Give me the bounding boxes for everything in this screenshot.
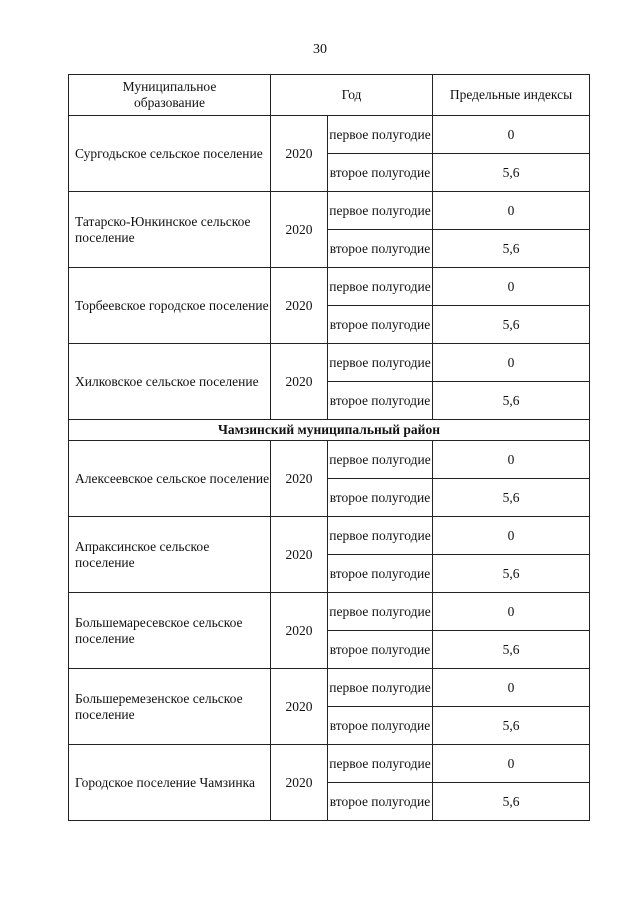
index-value-first: 0 — [433, 344, 590, 382]
year-cell: 2020 — [271, 441, 328, 517]
header-year: Год — [271, 75, 433, 116]
header-municipality: Муниципальное образование — [69, 75, 271, 116]
table-body — [69, 75, 590, 821]
index-value-second: 5,6 — [433, 631, 590, 669]
index-value-first: 0 — [433, 669, 590, 707]
period-first: первое полугодие — [328, 192, 433, 230]
index-value-first: 0 — [433, 116, 590, 154]
year-cell: 2020 — [271, 116, 328, 192]
period-first: первое полугодие — [328, 745, 433, 783]
municipality-name: Хилковское сельское поселение — [69, 344, 271, 420]
table-row — [69, 593, 590, 631]
index-value-second: 5,6 — [433, 382, 590, 420]
municipality-name: Татарско-Юнкинское сельское поселение — [69, 192, 271, 268]
index-value-second: 5,6 — [433, 555, 590, 593]
period-second: второе полугодие — [328, 154, 433, 192]
table-row — [69, 192, 590, 230]
index-value-second: 5,6 — [433, 479, 590, 517]
period-first: первое полугодие — [328, 116, 433, 154]
table-header-row — [69, 75, 590, 116]
table-row — [69, 441, 590, 479]
table-row — [69, 669, 590, 707]
period-second: второе полугодие — [328, 631, 433, 669]
year-cell: 2020 — [271, 192, 328, 268]
index-value-first: 0 — [433, 745, 590, 783]
year-cell: 2020 — [271, 517, 328, 593]
table-row — [69, 745, 590, 783]
table-row — [69, 344, 590, 382]
period-first: первое полугодие — [328, 268, 433, 306]
period-second: второе полугодие — [328, 783, 433, 821]
period-first: первое полугодие — [328, 441, 433, 479]
year-cell: 2020 — [271, 745, 328, 821]
index-value-second: 5,6 — [433, 154, 590, 192]
index-value-first: 0 — [433, 593, 590, 631]
period-first: первое полугодие — [328, 593, 433, 631]
municipality-name: Городское поселение Чамзинка — [69, 745, 271, 821]
year-cell: 2020 — [271, 268, 328, 344]
period-first: первое полугодие — [328, 517, 433, 555]
year-cell: 2020 — [271, 344, 328, 420]
municipality-name: Большеремезенское сельское поселение — [69, 669, 271, 745]
period-second: второе полугодие — [328, 479, 433, 517]
municipality-name: Апраксинское сельское поселение — [69, 517, 271, 593]
municipality-name: Торбеевское городское поселение — [69, 268, 271, 344]
table-row — [69, 116, 590, 154]
district-header-row — [69, 420, 590, 441]
index-value-first: 0 — [433, 268, 590, 306]
header-indices: Предельные индексы — [433, 75, 590, 116]
index-value-first: 0 — [433, 192, 590, 230]
page-number: 30 — [313, 42, 327, 57]
period-second: второе полугодие — [328, 707, 433, 745]
year-cell: 2020 — [271, 593, 328, 669]
year-cell: 2020 — [271, 669, 328, 745]
period-second: второе полугодие — [328, 306, 433, 344]
table-row — [69, 517, 590, 555]
index-value-second: 5,6 — [433, 230, 590, 268]
indices-table — [68, 74, 590, 821]
period-second: второе полугодие — [328, 382, 433, 420]
municipality-name: Большемаресевское сельское поселение — [69, 593, 271, 669]
index-value-second: 5,6 — [433, 783, 590, 821]
index-value-first: 0 — [433, 441, 590, 479]
period-first: первое полугодие — [328, 344, 433, 382]
index-value-second: 5,6 — [433, 306, 590, 344]
municipality-name: Алексеевское сельское поселение — [69, 441, 271, 517]
municipality-name: Сургодьское сельское поселение — [69, 116, 271, 192]
index-value-first: 0 — [433, 517, 590, 555]
period-second: второе полугодие — [328, 555, 433, 593]
table-row — [69, 268, 590, 306]
index-value-second: 5,6 — [433, 707, 590, 745]
period-second: второе полугодие — [328, 230, 433, 268]
district-title: Чамзинский муниципальный район — [69, 420, 590, 441]
period-first: первое полугодие — [328, 669, 433, 707]
